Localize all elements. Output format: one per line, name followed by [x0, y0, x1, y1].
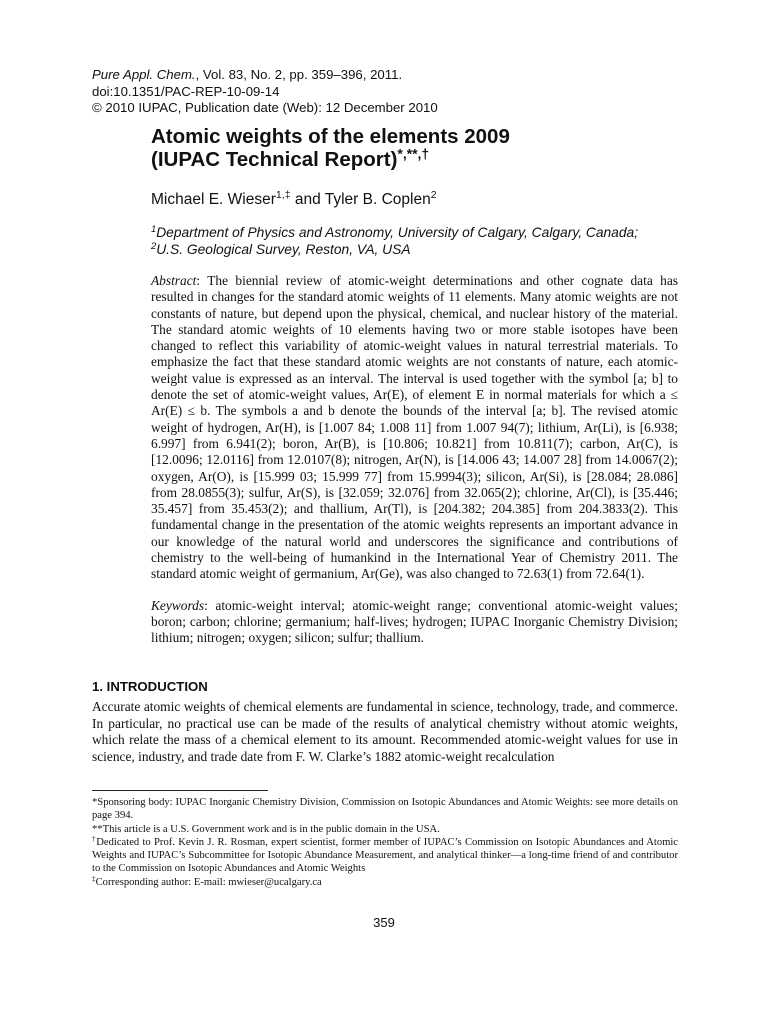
keywords-text: : atomic-weight interval; atomic-weight range; conventional atomic-weight values; boron; carbon; chlorine; germanium; half-lives; hydrogen; IUPAC Inorganic Chemistry Division; lithium; nitrogen; oxygen; silicon; sulfur; thallium. [151, 597, 678, 646]
footnote-dedication-text: Dedicated to Prof. Kevin J. R. Rosman, expert scientist, former member of IUPAC’s Commission on Isotopic Abundances and Atomic Weights and IUPAC’s Subcommittee for Isotopic Abundance Measurement, and analytical thinker—a long-time friend of and contributor to the Commission on Isotopic Abundances and Atomic Weights [92, 836, 679, 875]
author-conjunction: and [290, 191, 325, 208]
citation-line [92, 67, 438, 84]
title-line-1: Atomic weights of the elements 2009 [151, 125, 510, 148]
abstract-text: : The biennial review of atomic-weight determinations and other cognate data has resulted in changes for the standard atomic weights of 11 elements. Many atomic weights are not constants of nature, but depend upon the physical, chemical, and nuclear history of the material. The standard atomic weights of 10 elements having two or more stable isotopes have been changed to reflect this variability of atomic-weight values in natural terrestrial materials. To emphasize the fact that these standard atomic weights are not constants of nature, each atomic-weight value is expressed as an interval. The interval is used together with the symbol [a; b] to denote the set of atomic-weight values, Ar(E), of element E in normal materials for which a ≤ Ar(E) ≤ b. The symbols a and b denote the bounds of the interval [a; b]. The revised atomic weight of hydrogen, Ar(H), is [1.007 84; 1.008 11] from 1.007 94(7); lithium, Ar(Li), is [6.938; 6.997] from 6.941(2); boron, Ar(B), is [10.806; 10.821] from 10.811(7); carbon, Ar(C), is [12.0096; 12.0116] from 12.0107(8); nitrogen, Ar(N), is [14.006 43; 14.007 28] from 14.0067(2); oxygen, Ar(O), is [15.999 03; 15.999 77] from 15.9994(3); silicon, Ar(Si), is [28.084; 28.086] from 28.0855(3); sulfur, Ar(S), is [32.059; 32.076] from 32.065(2); chlorine, Ar(Cl), is [35.446; 35.457] from 35.453(2); and thallium, Ar(Tl), is [204.382; 204.385] from 204.3833(2). This fundamental change in the presentation of the atomic weights represents an important advance in our knowledge of the natural world and underscores the significance and contributions of chemistry to the well-being of humankind in the International Year of Chemistry 2011. The standard atomic weight of germanium, Ar(Ge), was also changed to 72.63(1) from 72.64(1). [151, 273, 678, 582]
footnote-dedication [92, 836, 678, 876]
affiliation-2-number: 2 [151, 240, 157, 251]
publication-info [92, 67, 438, 117]
author-list [151, 191, 437, 209]
author-1-affiliation-mark: 1,‡ [275, 189, 291, 202]
journal-name: Pure Appl. Chem. [92, 67, 196, 82]
affiliations [151, 224, 638, 258]
title-footnote-marks: *,**,† [397, 144, 430, 161]
introduction-text: Accurate atomic weights of chemical elements are fundamental in science, technology, trade, and commerce. In particular, no practical use can be made of the results of analytical chemistry without atomic weights, which relate the mass of a chemical element to its amount. Recommended atomic-weight values for use in science, industry, and trade date from F. W. Clarke’s 1882 atomic-weight recalculation [92, 699, 678, 764]
author-2: Tyler B. Coplen [324, 191, 431, 208]
article-title [151, 126, 510, 171]
footnote-corresponding-text: Corresponding author: E-mail: mwieser@ucalgary.ca [95, 876, 322, 888]
footnote-public-domain: **This article is a U.S. Government work and is in the public domain in the USA. [92, 823, 440, 835]
affiliation-2-text: U.S. Geological Survey, Reston, VA, USA [156, 242, 411, 257]
keywords-label: Keywords [151, 597, 205, 613]
abstract-block [151, 273, 678, 662]
affiliation-1-text: Department of Physics and Astronomy, University of Calgary, Calgary, Canada; [156, 225, 639, 240]
page-number: 359 [373, 915, 395, 930]
section-heading: 1. INTRODUCTION [92, 679, 208, 694]
doi-line: doi:10.1351/PAC-REP-10-09-14 [92, 83, 280, 99]
keywords-paragraph [151, 598, 678, 647]
footnote-corresponding-author [92, 876, 678, 889]
affiliation-1-number: 1 [151, 223, 157, 234]
citation-details: , Vol. 83, No. 2, pp. 359–396, 2011. [195, 67, 403, 82]
footnote-double-dagger-mark: ‡ [92, 874, 96, 883]
footnote-sponsoring-body: *Sponsoring body: IUPAC Inorganic Chemistry Division, Commission on Isotopic Abundances and Atomic Weights: see more details on page 394. [92, 797, 678, 822]
footnote-dagger-mark: † [92, 834, 97, 843]
abstract-paragraph [151, 273, 678, 583]
affiliation-1 [151, 224, 638, 241]
title-line-2 [151, 144, 510, 172]
author-2-affiliation-mark: 2 [430, 189, 437, 202]
title-line-2-text: (IUPAC Technical Report) [151, 147, 398, 171]
affiliation-2 [151, 241, 638, 258]
copyright-line: © 2010 IUPAC, Publication date (Web): 12 December 2010 [92, 100, 438, 115]
footnote-divider [92, 790, 268, 791]
author-1: Michael E. Wieser [151, 191, 276, 208]
footnotes [92, 796, 678, 889]
abstract-label: Abstract [151, 273, 197, 288]
